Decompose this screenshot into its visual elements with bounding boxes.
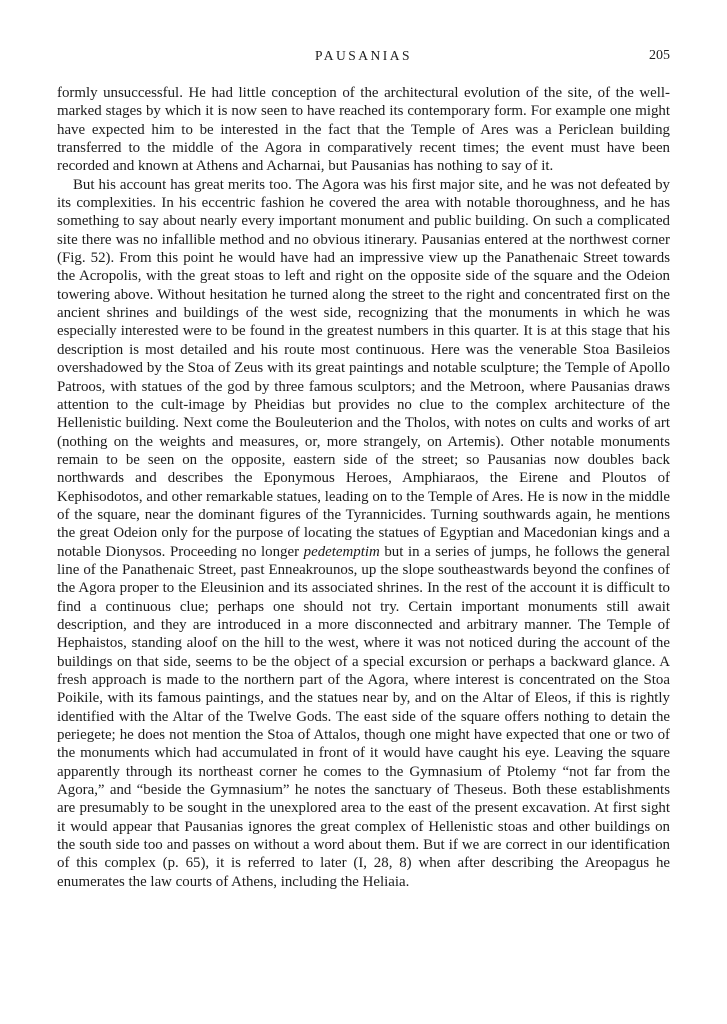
paragraph-1: formly unsuccessful. He had little conception of the architectural evolution of the site, of the well-marked stages by which it is now seen to have reached its contemporary form. For example one might have expected him to be interested in the fact that the Temple of Ares was a Periclean building transferred to the middle of the Agora in comparatively recent times; the event must have been recorded and known at Athens and Acharnai, but Pausanias has nothing to say of it. [57, 85, 670, 175]
paragraph-2-post: but in a series of jumps, he follows the general line of the Panathenaic Street, past Enneakrounos, up the slope southeastwards beyond the confines of the Agora proper to the Eleusinion and its associated shrines. In the rest of the account it is difficult to find a continuous clue; perhaps one should not try. Certain important monuments still await description, and they are introduced in a more disconnected and arbitrary manner. The Temple of Hephaistos, standing aloof on the hill to the west, where it was not noticed during the account of the buildings on that side, seems to be the object of a special excursion or perhaps a backward glance. A fresh approach is made to the northern part of the Agora, where interest is concentrated on the Stoa Poikile, with its famous paintings, and the statues near by, and on the Altar of Eleos, if this is rightly identified with the Altar of the Twelve Gods. The east side of the square offers nothing to detain the periegete; he does not mention the Stoa of Attalos, though one might have expected that one or two of the monuments which had accumulated in front of it would have caught his eye. Leaving the square apparently through its northeast corner he comes to the Gymnasium of Ptolemy “not far from the Agora,” and “beside the Gymnasium” he notes the sanctuary of Theseus. Both these establishments are presumably to be sought in the unexplored area to the east of the present excavation. At first sight it would appear that Pausanias ignores the great complex of Hellenistic stoas and other buildings on the south side too and passes on without a word about them. But if we are correct in our identification of this complex (p. 65), it is referred to later (I, 28, 8) when after describing the Areopagus he enumerates the law courts of Athens, including the Heliaia. [57, 543, 670, 890]
paragraph-2 [57, 176, 670, 891]
paragraph-2-pre: But his account has great merits too. The Agora was his first major site, and he was not defeated by its complexities. In his eccentric fashion he covered the area with notable thoroughness, and he has something to say about nearly every important monument and public building. On such a complicated site there was no infallible method and no obvious itinerary. Pausanias entered at the northwest corner (Fig. 52). From this point he would have had an impressive view up the Panathenaic Street towards the Acropolis, with the great stoas to left and right on the opposite side of the square and the Odeion towering above. Without hesitation he turned along the street to the right and concentrated first on the ancient shrines and buildings of the west side, recognizing that the monuments in which he was especially interested were to be found in the greatest numbers in this quarter. It is at this stage that his description is most detailed and his route most continuous. Here was the venerable Stoa Basileios overshadowed by the Stoa of Zeus with its great paintings and notable sculpture; the Temple of Apollo Patroos, with statues of the god by three famous sculptors; and the Metroon, where Pausanias draws attention to the cult-image by Pheidias but provides no clue to the complex architecture of the Hellenistic building. Next come the Bouleuterion and the Tholos, with notes on cults and works of art (nothing on the weights and measures, or, more strangely, on Artemis). Other notable monuments remain to be seen on the opposite, eastern side of the street; so Pausanias now doubles back northwards and describes the Eponymous Heroes, Amphiaraos, the Eirene and Ploutos of Kephisodotos, and other remarkable statues, leading on to the Temple of Ares. He is now in the middle of the square, near the dominant figures of the Tyrannicides. Turning southwards again, he mentions the great Odeion only for the purpose of locating the statues of Egyptian and Macedonian kings and a notable Dionysos. Proceeding no longer [57, 176, 670, 560]
latin-term-italic: pedetemptim [303, 543, 380, 560]
running-head-title: PAUSANIAS [314, 48, 413, 63]
page-number: 205 [649, 48, 670, 63]
body-text [57, 84, 670, 891]
page-header [57, 48, 670, 70]
